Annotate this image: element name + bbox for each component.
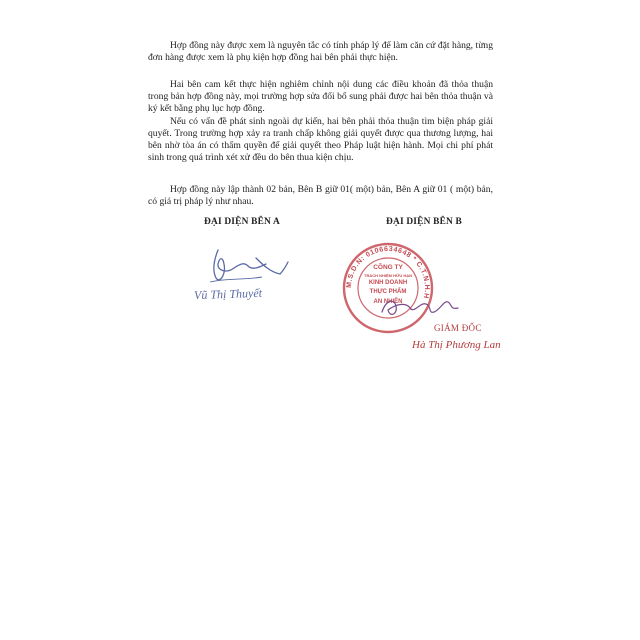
party-b-role: GIÁM ĐỐC [434, 323, 482, 333]
seal-line-3: KINH DOANH [368, 280, 408, 286]
seal-line-1: CÔNG TY [373, 264, 403, 271]
party-a-signer-name: Vũ Thị Thuyết [193, 285, 263, 303]
party-b-heading: ĐẠI DIỆN BÊN B [386, 217, 462, 227]
seal-line-4: THỰC PHẨM [369, 289, 407, 295]
clause-paragraph-1: Hợp đồng này được xem là nguyên tắc có tính pháp lý để làm căn cứ đặt hàng, từng đơn hàng được xem là phụ kiện hợp đồng hai bên phải thực hiện. [148, 40, 493, 63]
party-b-signer-name: Hà Thị Phương Lan [412, 339, 501, 351]
clause-paragraph-3: Nếu có vấn đề phát sinh ngoài dự kiến, hai bên phải thỏa thuận tìm biện pháp giải quyết. Trong trường hợp xảy ra tranh chấp không giải quyết được qua thương lượng, hai bên nhờ tòa án có thẩm quyền để giải quyết theo Pháp luật hiện hành. Mọi chi phí phát sinh trong quá trình xét xử đều do bên thua kiện chịu. [148, 116, 493, 163]
clause-paragraph-2: Hai bên cam kết thực hiện nghiêm chỉnh nội dung các điều khoản đã thỏa thuận trong bản hợp đồng này, mọi trường hợp sửa đổi bổ sung phải được hai bên thỏa thuận và ký kết bằng phụ lục hợp đồng. [148, 79, 493, 114]
party-b-signature-icon [376, 288, 466, 324]
seal-line-2: TRÁCH NHIỆM HỮU HẠN [364, 273, 412, 278]
party-a-signature-icon [196, 244, 306, 290]
party-a-heading: ĐẠI DIỆN BÊN A [204, 217, 280, 227]
clause-paragraph-4: Hợp đồng này lập thành 02 bản, Bên B giữ 01( một) bản, Bên A giữ 01 ( một) bản, có giá trị pháp lý như nhau. [148, 184, 493, 207]
seal-line-5: AN NHIÊN [373, 299, 403, 305]
seal-ring-text: M.S.D.N: 0106634648 * C.T.N.H.H [345, 245, 431, 300]
